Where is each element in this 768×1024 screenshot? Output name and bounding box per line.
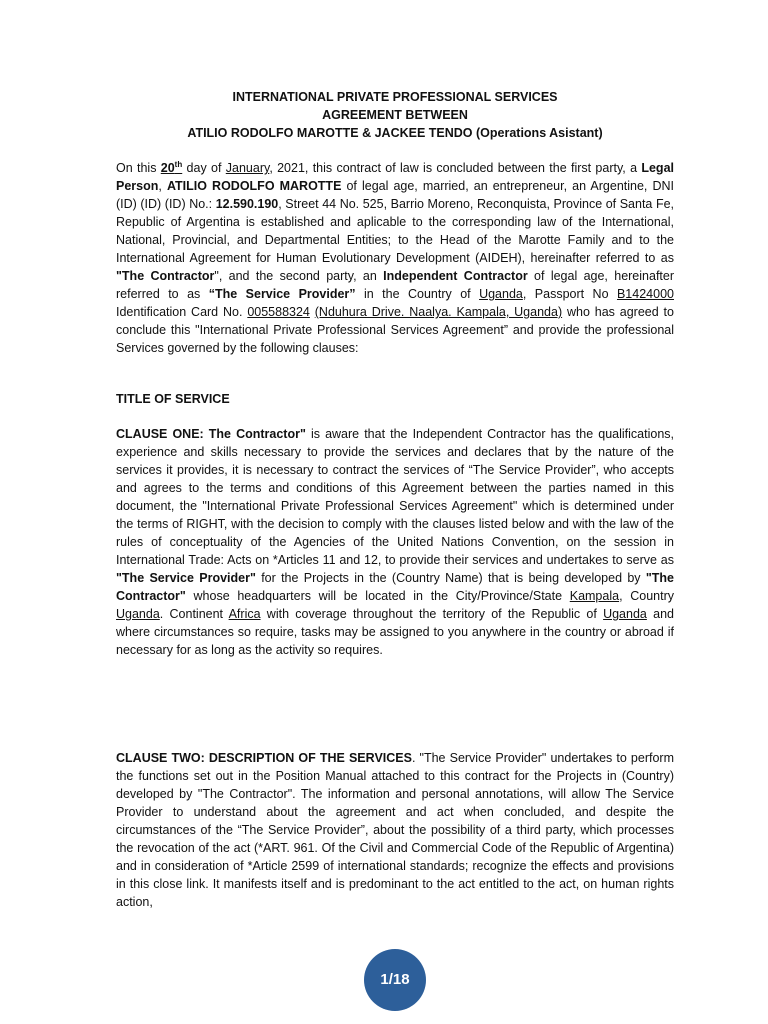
section-heading: TITLE OF SERVICE: [116, 392, 230, 406]
page-indicator-badge[interactable]: 1/18: [364, 949, 426, 1011]
intro-paragraph: On this 20th day of January, 2021, this contract of law is concluded between the first party, a Legal Person, ATILIO RODOLFO MAROTTE of legal age, married, an entrepreneur, an Argentine, DNI (ID) (ID) (ID) No.: 12.590.190, Street 44 No. 525, Barrio Moreno, Reconquista, Province of Santa Fe, Republic of Argentina is established and aplicable to the corresponding law of the International, National, Provincial, and Departmental Entities; to the Head of the Marotte Family and to the International Agreement for Human Evolutionary Development (AIDEH), hereinafter referred to as "The Contractor", and the second party, an Independent Contractor of legal age, hereinafter referred to as “The Service Provider” in the Country of Uganda, Passport No B1424000 Identification Card No. 005588324 (Nduhura Drive. Naalya. Kampala, Uganda) who has agreed to conclude this "International Private Professional Services Agreement” and provide the professional Services governed by the following clauses:: [116, 159, 675, 355]
document-title: [116, 88, 674, 142]
title-line-3: ATILIO RODOLFO MAROTTE & JACKEE TENDO (Operations Asistant): [187, 126, 603, 140]
title-line-2: AGREEMENT BETWEEN: [322, 108, 468, 122]
clause-two-paragraph: CLAUSE TWO: DESCRIPTION OF THE SERVICES. "The Service Provider" undertakes to perform the functions set out in the Position Manual attached to this contract for the Projects in (Country) developed by "The Contractor". The information and personal annotations, will allow The Service Provider to understand about the agreement and act when concluded, and despite the circumstances of the “The Service Provider”, about the possibility of a third party, which processes the revocation of the act (*ART. 961. Of the Civil and Commercial Code of the Republic of Argentina) and in consideration of *Article 2599 of international standards; recognize the effects and provisions in this close link. It manifests itself and is predominant to the act entitled to the act, on human rights action,: [116, 751, 674, 909]
clause-one-paragraph: CLAUSE ONE: The Contractor" is aware that the Independent Contractor has the qualifications, experience and skills necessary to provide the services and declares that by the nature of the services it provides, it is necessary to contract the services of “The Service Provider”, who accepts and agrees to the terms and conditions of this Agreement between the parties named in this document, the "International Private Professional Services Agreement" which is determined under the terms of RIGHT, with the decision to comply with the clauses listed below and with the law of the rules of conceptuality of the Agencies of the United Nations Convention, on the session in International Trade: Acts on *Articles 11 and 12, to provide their services and undertakes to serve as "The Service Provider" for the Projects in the (Country Name) that is being developed by "The Contractor" whose headquarters will be located in the City/Province/State Kampala, Country Uganda. Continent Africa with coverage throughout the territory of the Republic of Uganda and where circumstances so require, tasks may be assigned to you anywhere in the country or abroad if necessary for as long as the activity so requires.: [116, 427, 675, 657]
title-line-1: INTERNATIONAL PRIVATE PROFESSIONAL SERVICES: [232, 90, 558, 104]
